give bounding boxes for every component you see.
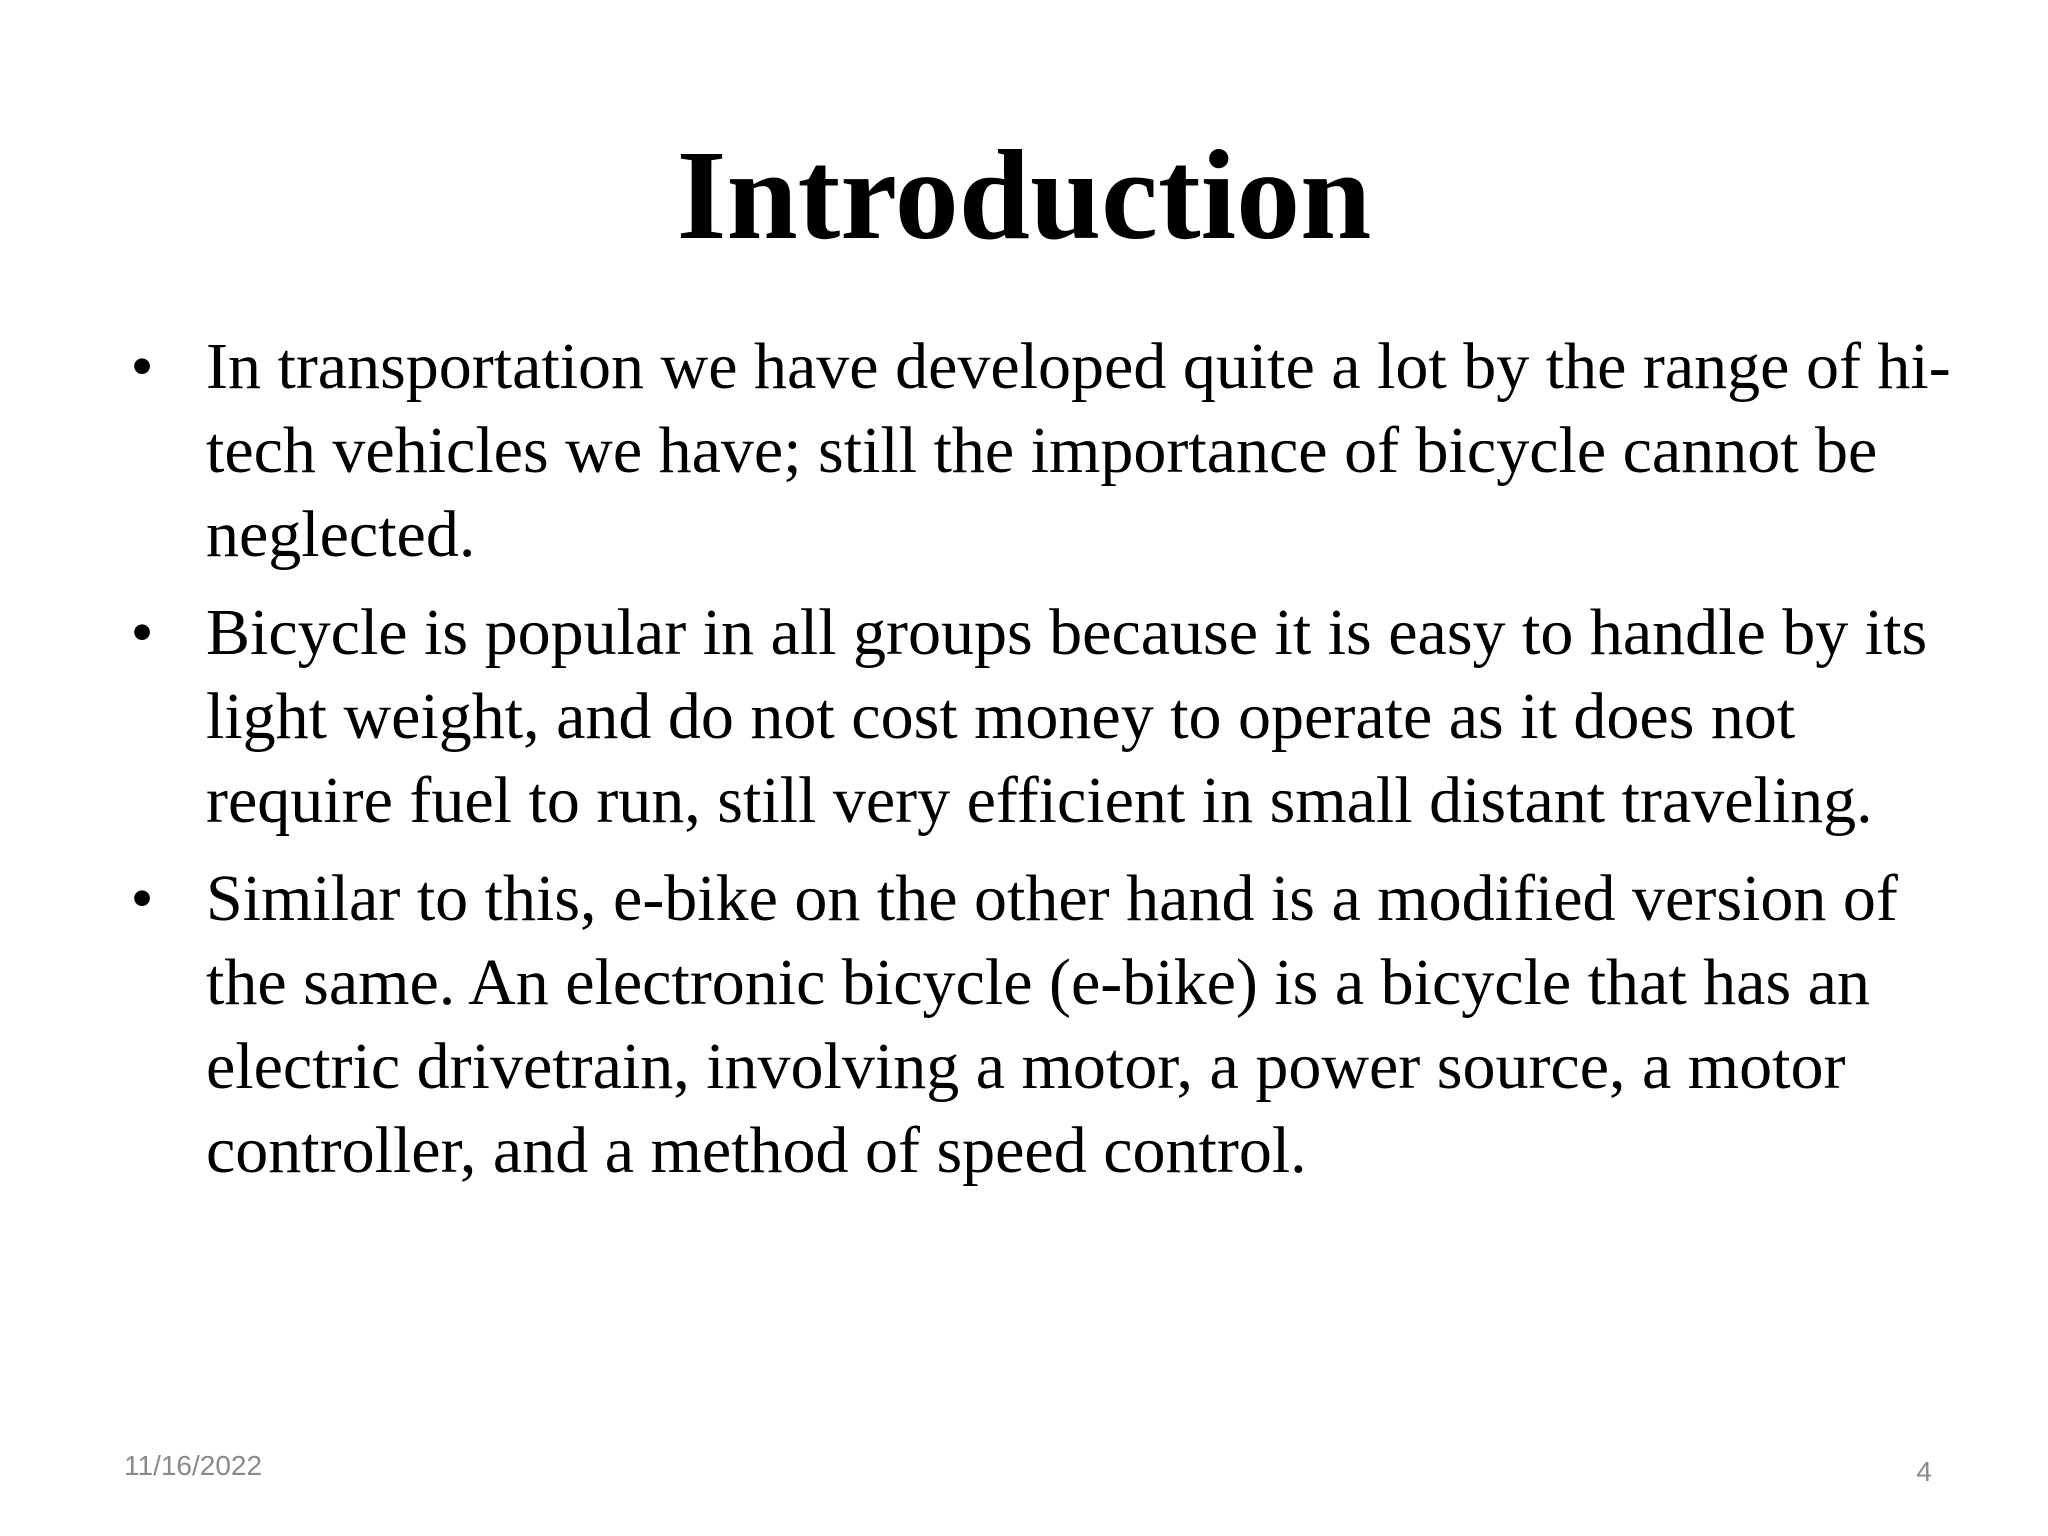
bullet-marker: • — [130, 330, 154, 403]
bullet-text: Bicycle is popular in all groups because it is easy to handle by its light weight, and do not cost money to operate as it does not require fuel to run, still very efficient in small distant traveling. — [206, 596, 1928, 837]
bullet-item — [122, 325, 1962, 577]
bullet-list — [122, 325, 1962, 1207]
page-number: 4 — [1916, 1456, 1932, 1487]
bullet-text: In transportation we have developed quite a lot by the range of hi-tech vehicles we have; still the importance of bicycle cannot be neglected. — [206, 330, 1951, 571]
bullet-marker: • — [130, 862, 154, 935]
bullet-marker: • — [130, 596, 154, 669]
bullet-item — [122, 591, 1962, 843]
bullet-item — [122, 857, 1962, 1193]
slide-title: Introduction — [676, 124, 1372, 266]
bullet-text: Similar to this, e-bike on the other hand is a modified version of the same. An electronic bicycle (e-bike) is a bicycle that has an electric drivetrain, involving a motor, a power source, a motor controller, and a method of speed control. — [206, 862, 1898, 1187]
footer-date: 11/16/2022 — [124, 1450, 263, 1481]
